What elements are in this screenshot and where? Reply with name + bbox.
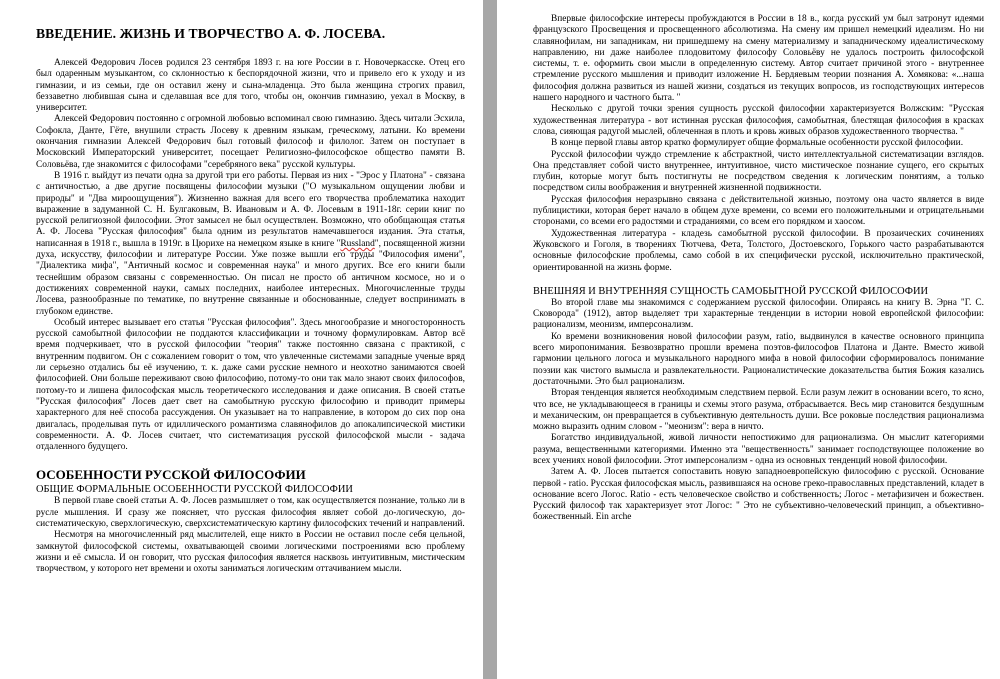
paragraph [36,171,465,318]
page-title: ВВЕДЕНИЕ. ЖИЗНЬ И ТВОРЧЕСТВО А. Ф. ЛОСЕВА. [36,26,386,41]
paragraph: Впервые философские интересы пробуждаются в России в 18 в., когда русский ум был затронут идеями французского Просвещения и просвещенного абсолютизма. На смену им пришел немецкий идеализм. Но ни славянофилам, ни западникам, ни пришедшему на смену материализму и западническому идеалистическому направлению, ни даже наиболее плодовитому философу Соловьёву не удалось построить философской системы, т. е. оформить свои мысли в определенную систему. Автор считает причиной этого - внутреннее стремление русского мышления и приводит изложение Н. Бердяевым теории познания А. Хомякова: «...наша философия должна развиться из нашей жизни, создаться из текущих вопросов, из господствующих интересов нашего народного и частного быта. " [533,14,984,104]
paragraph: Затем А. Ф. Лосев пытается сопоставить новую западноевропейскую философию с русской. Основание первой - ratio. Русская философская мысль, развившаяся на основе греко-православных представлений, кладет в основание всего Логос. Ratio - есть человеческое свойство и собственность; Логос - метафизичен и божествен. Русский философ так характеризует этот Логос: " Это не субъективно-человеческий принцип, а объективно-божественный. Ein arche [533,467,984,523]
document-page-left [0,0,483,679]
paragraph-text: В 1916 г. выйдут из печати одна за другой три его работы. Первая из них - "Эрос у Платона" - связана с античностью, а две другие посвящены философии музыки ("О музыкальном ощущении любви и природы" и "Два мироощущения"). Жизненно важная для всего его творчества проблематика находит выражение в задуманной С. Н. Булгаковым, В. Ивановым и А. Ф. Лосевым в 1911-18г. серии книг по русской религиозной философии. Этот замысел не был осуществлен. Возможно, что обобщающая статья А. Ф. Лосева "Русская философия" была одним из результатов намечавшегося издания. Эта статья, написанная в 1918 г., вышла в 1919г. в Цюрихе на немецком языке в книге " [36,170,465,249]
paragraph: Несмотря на многочисленный ряд мыслителей, еще никто в России не оставил после себя цельной, замкнутой философской системы, охватывающей своими логическими построениями всю проблему жизни и её смысла. И он говорит, что русская философия является насквозь интуитивным, мистическим творчеством, у которого нет времени и охоты заниматься логическим оттачиванием мысли. [36,530,465,575]
paragraph: В конце первой главы автор кратко формулирует общие формальные особенности русской философии. [551,138,964,149]
paragraph: Алексей Федорович постоянно с огромной любовью вспоминал свою гимназию. Здесь читали Эсхила, Софокла, Данте, Гёте, внушили страсть Лосеву к древним языкам, греческому, латыни. Ко времени окончания гимназии Алексей Федорович был готовый философ и филолог. Затем он поступает в Московский Императорский университет, посещает Религиозно-философское общество памяти В. Соловьёва, где знакомится с философами "серебряного века" русской культуры. [36,114,465,170]
document-page-right [497,0,1000,679]
paragraph: Русская философия неразрывно связана с действительной жизнью, поэтому она часто является в виде публицистики, которая берет начало в общем духе времени, со всеми его положительными и отрицательными сторонами, со всеми его радостями и страданиями, со всем его порядком и хаосом. [533,194,984,228]
paragraph: Несколько с другой точки зрения сущность русской философии характеризуется Волжским: "Русская художественная литература - вот истинная русская философия, самобытная, блестящая философия в красках слова, сияющая радугой мыслей, облеченная в плоть и кровь живых образов художественного творчества. " [533,104,984,137]
paragraph: Художественная литература - кладезь самобытной русской философии. В прозаических сочинениях Жуковского и Гоголя, в творениях Тютчева, Фета, Толстого, Достоевского, Горького часто разрабатываются основные философские проблемы, само собой в их специфически русской, исключительно практической, ориентированной на жизнь форме. [533,228,984,273]
paragraph: В первой главе своей статьи А. Ф. Лосев размышляет о том, как осуществляется познание, только ли в русле мышления. И сразу же поясняет, что русская философия являет собой до-логическую, до-систематическую, сверхлогическую, сверхсистематическую картину философских течений и направлений. [36,496,465,529]
subsection-heading: ОБЩИЕ ФОРМАЛЬНЫЕ ОСОБЕННОСТИ РУССКОЙ ФИЛОСОФИИ [36,484,353,496]
paragraph-text: ", посвященной жизни духа, искусству, философии и литературе России. Уже позже вышли его труды "Философия имени", "Диалектика мифа", "Античный космос и современная наука" и много других. Все его книги были теснейшим образом связаны с современностью. Он писал не просто об античном космосе, но и о достижениях современной науки, самых последних, наиболее интересных. Многочисленные труды Лосева, разнообразные по тематике, по внутренне связанные и обоснованные, следует воспринимать в глубоком единстве. [36,238,465,317]
paragraph: Вторая тенденция является необходимым следствием первой. Если разум лежит в основании всего, то ясно, что все, не укладывающееся в границы и схемы этого разума, отбрасывается. Весь мир становится бездушным и механическим, он превращается в субъективную деятельность души. Все роковые последствия рационализма можно выразить одним словом - "меонизм": вера в ничто. [533,388,984,433]
paragraph: Богатство индивидуальной, живой личности непостижимо для рационализма. Он мыслит категориями разума, вещественными категориями. Именно эта "вещественность" занимает господствующее положение во всех учениях новой философии. Этот имперсонализм - одна из основных тенденций новой философии. [533,433,984,466]
paragraph: Алексей Федорович Лосев родился 23 сентября 1893 г. на юге России в г. Новочеркасске. Отец его был одаренным музыкантом, со склонностью к беспорядочной жизни, что и привело его к уходу и из гимназии, и из семьи, где он оставил жену и сына-младенца. Это была женщина строгих правил, беззаветно любившая сына и сделавшая все для того, чтобы он, окончив гимназию, уехал в Москву, в университет. [36,58,465,114]
paragraph: Ко времени возникновения новой философии разум, ratio, выдвинулся в качестве основного принципа всего миропонимания. Безвозвратно прошли времена поэтов-философов Платона и Данте. Вместо живой гармонии цельного логоса и музыкального народного мифа в новой философии сформировалось понимание поэзии как чистого вымысла и развлекательности. Рационалистические доказательства бытия Божия казались достаточными. Это был рационализм. [533,331,984,387]
section-heading: ОСОБЕННОСТИ РУССКОЙ ФИЛОСОФИИ [36,467,306,483]
page-gap [483,0,497,679]
spellcheck-underlined-word[interactable]: Russland [340,238,375,249]
paragraph: Во второй главе мы знакомимся с содержанием русской философии. Опираясь на книгу В. Эрна "Г. С. Сковорода" (1912), автор выделяет три характерные тенденции в истории новой европейской философии: рационализм, меонизм, имперсонализм. [533,297,984,331]
paragraph: Русской философии чуждо стремление к абстрактной, чисто интеллектуальной систематизации взглядов. Она представляет собой чисто внутреннее, интуитивное, чисто мистическое познание сущего, его скрытых глубин, которые могут быть постигнуты не посредством сведения к логическим понятиям, а только посредством силы воображения и внутренней жизненной подвижности. [533,149,984,194]
section-heading: ВНЕШНЯЯ И ВНУТРЕННЯЯ СУЩНОСТЬ САМОБЫТНОЙ РУССКОЙ ФИЛОСОФИИ [533,285,928,297]
paragraph: Особый интерес вызывает его статья "Русская философия". Здесь многообразие и многосторонность русской самобытной философии не поддаются классификации и точному формулировкам. Автор всё время подчеркивает, что в русской философии "теория" также постоянно связана с практикой, с внутренним подвигом. Он с сожалением говорит о том, что увлеченные системами западные ученые вряд ли серьезно отдались бы её изучению, т. к. даже сами русские немного и неохотно занимаются своей философией. Они больше переживают свою философию, потому-то они так мало знают своих философов, потому-то и лишена философская мысль теоретического исследования и даже описания. В своей статье "Русская философия" Лосев дает свет на самобытную русскую философию и приводит примеры характерного для неё способа рассуждения. Он указывает на то направление, в котором до сих пор она двигалась, проделывая путь от идиллического романтизма славянофилов до апокалипсической мистики современности. А. Ф. Лосев считает, что систематизация русской философской мысли - задача отдаленного будущего. [36,317,465,453]
